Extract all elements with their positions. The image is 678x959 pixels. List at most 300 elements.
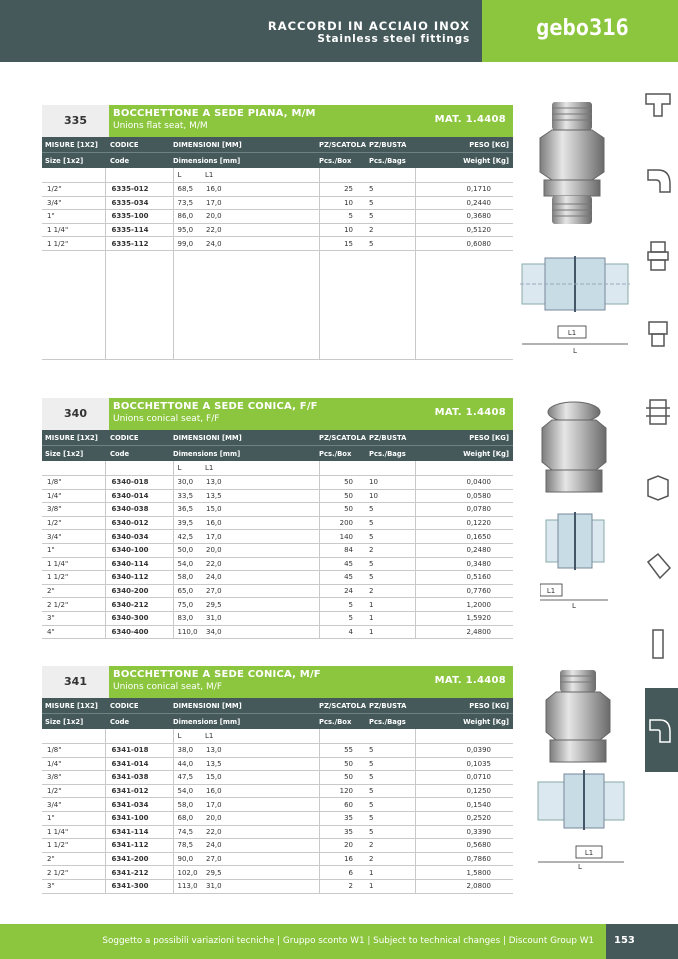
size-cell: 1" xyxy=(42,811,105,825)
weight-cell: 0,2520 xyxy=(415,811,513,825)
table-row xyxy=(42,571,513,585)
length-cell: 58,0 xyxy=(173,798,205,812)
pcs-box-cell: 5 xyxy=(319,611,363,625)
length-l1-cell: 20,0 xyxy=(205,811,319,825)
pcs-bag-cell: 5 xyxy=(363,771,415,785)
column-header: PZ/SCATOLA xyxy=(319,434,367,442)
column-header: Weight [Kg] xyxy=(463,157,509,165)
length-l1-cell: 31,0 xyxy=(205,611,319,625)
technical-drawing-335 xyxy=(520,256,630,356)
weight-cell: 0,5680 xyxy=(415,839,513,853)
table-row xyxy=(42,771,513,785)
product-table xyxy=(42,461,513,639)
column-header: Dimensions [mm] xyxy=(173,157,241,165)
table-row xyxy=(42,866,513,880)
table-subheader-row xyxy=(42,729,513,744)
pcs-bag-cell: 5 xyxy=(363,744,415,758)
pcs-bag-cell: 2 xyxy=(363,543,415,557)
material-label: MAT. 1.4408 xyxy=(434,407,506,418)
pcs-bag-cell: 5 xyxy=(363,196,415,210)
section-number: 340 xyxy=(42,398,109,430)
length-cell: 50,0 xyxy=(173,543,205,557)
code-cell: 6335-112 xyxy=(105,237,173,251)
column-header: CODICE xyxy=(110,434,139,442)
pcs-box-cell: 15 xyxy=(319,237,363,251)
product-section-341 xyxy=(42,666,513,894)
pcs-bag-cell: 2 xyxy=(363,839,415,853)
pcs-bag-cell: 5 xyxy=(363,237,415,251)
length-l1-cell: 22,0 xyxy=(205,557,319,571)
size-cell: 3/8" xyxy=(42,771,105,785)
pcs-box-cell: 45 xyxy=(319,557,363,571)
table-row xyxy=(42,811,513,825)
length-cell: 75,0 xyxy=(173,598,205,612)
column-header: Dimensions [mm] xyxy=(173,718,241,726)
size-cell: 2 1/2" xyxy=(42,866,105,880)
table-row xyxy=(42,879,513,893)
dimension-label-l1: L1 xyxy=(567,329,577,337)
length-cell: 68,5 xyxy=(173,183,205,197)
length-l1-cell: 31,0 xyxy=(205,879,319,893)
weight-cell: 0,7860 xyxy=(415,852,513,866)
sub-header-l: L xyxy=(173,461,205,476)
weight-cell: 0,2480 xyxy=(415,543,513,557)
column-header: DIMENSIONI [MM] xyxy=(173,141,242,149)
table-row xyxy=(42,757,513,771)
size-cell: 1 1/4" xyxy=(42,223,105,237)
coupling-fitting-icon[interactable] xyxy=(640,470,676,506)
length-cell: 38,0 xyxy=(173,744,205,758)
table-row xyxy=(42,852,513,866)
code-cell: 6341-212 xyxy=(105,866,173,880)
pcs-box-cell: 60 xyxy=(319,798,363,812)
table-header-row xyxy=(42,445,513,461)
weight-cell: 0,1650 xyxy=(415,530,513,544)
size-cell: 2 1/2" xyxy=(42,598,105,612)
size-cell: 2" xyxy=(42,584,105,598)
pcs-box-cell: 10 xyxy=(319,196,363,210)
length-cell: 36,5 xyxy=(173,503,205,517)
pcs-bag-cell: 5 xyxy=(363,784,415,798)
column-header: Pcs./Bags xyxy=(369,450,406,458)
size-cell: 1/4" xyxy=(42,757,105,771)
length-cell: 47,5 xyxy=(173,771,205,785)
dimension-label-l: L xyxy=(578,863,582,870)
length-l1-cell: 27,0 xyxy=(205,852,319,866)
size-cell: 3/4" xyxy=(42,196,105,210)
table-row xyxy=(42,744,513,758)
code-cell: 6341-112 xyxy=(105,839,173,853)
pcs-box-cell: 55 xyxy=(319,744,363,758)
header-title: RACCORDI IN ACCIAIO INOX xyxy=(267,19,470,33)
column-header: MISURE [1X2] xyxy=(45,434,98,442)
section-title: BOCCHETTONE A SEDE CONICA, F/F xyxy=(113,401,318,412)
code-cell: 6340-400 xyxy=(105,625,173,639)
pcs-box-cell: 140 xyxy=(319,530,363,544)
sub-header-l1: L1 xyxy=(205,729,319,744)
size-cell: 3" xyxy=(42,611,105,625)
pcs-box-cell: 10 xyxy=(319,223,363,237)
column-header: PZ/SCATOLA xyxy=(319,141,367,149)
length-l1-cell: 34,0 xyxy=(205,625,319,639)
pcs-box-cell: 35 xyxy=(319,825,363,839)
code-cell: 6341-100 xyxy=(105,811,173,825)
pcs-bag-cell: 5 xyxy=(363,811,415,825)
pcs-bag-cell: 5 xyxy=(363,757,415,771)
pcs-bag-cell: 2 xyxy=(363,852,415,866)
section-subtitle: Unions flat seat, M/M xyxy=(113,121,208,131)
table-row xyxy=(42,489,513,503)
length-l1-cell: 17,0 xyxy=(205,196,319,210)
length-cell: 54,0 xyxy=(173,557,205,571)
length-cell: 99,0 xyxy=(173,237,205,251)
code-cell: 6340-014 xyxy=(105,489,173,503)
pcs-bag-cell: 1 xyxy=(363,866,415,880)
column-header: Pcs./Box xyxy=(319,450,352,458)
weight-cell: 1,5920 xyxy=(415,611,513,625)
dimension-label-l1: L1 xyxy=(584,849,594,857)
pcs-bag-cell: 2 xyxy=(363,584,415,598)
pcs-bag-cell: 5 xyxy=(363,571,415,585)
size-cell: 1 1/2" xyxy=(42,571,105,585)
pcs-box-cell: 35 xyxy=(319,811,363,825)
nipple-fitting-icon[interactable] xyxy=(640,238,676,274)
weight-cell: 0,1220 xyxy=(415,516,513,530)
code-cell: 6340-300 xyxy=(105,611,173,625)
column-header: Code xyxy=(110,718,130,726)
column-header: Code xyxy=(110,157,130,165)
section-number: 335 xyxy=(42,105,109,137)
table-row xyxy=(42,839,513,853)
weight-cell: 0,7760 xyxy=(415,584,513,598)
column-header: Pcs./Box xyxy=(319,157,352,165)
size-cell: 1/8" xyxy=(42,476,105,490)
code-cell: 6341-012 xyxy=(105,784,173,798)
pcs-bag-cell: 10 xyxy=(363,476,415,490)
column-header: Weight [Kg] xyxy=(463,450,509,458)
table-header-row xyxy=(42,430,513,445)
column-header: PESO [KG] xyxy=(469,702,509,710)
pcs-box-cell: 25 xyxy=(319,183,363,197)
column-header: PESO [KG] xyxy=(469,434,509,442)
table-header-row xyxy=(42,713,513,729)
reducer-fitting-icon[interactable] xyxy=(640,316,676,352)
size-cell: 1 1/2" xyxy=(42,839,105,853)
length-cell: 113,0 xyxy=(173,879,205,893)
column-header: PESO [KG] xyxy=(469,141,509,149)
length-cell: 73,5 xyxy=(173,196,205,210)
table-row xyxy=(42,598,513,612)
code-cell: 6341-014 xyxy=(105,757,173,771)
section-title-bar xyxy=(109,105,513,137)
pcs-bag-cell: 5 xyxy=(363,183,415,197)
pcs-box-cell: 84 xyxy=(319,543,363,557)
length-cell: 30,0 xyxy=(173,476,205,490)
pcs-box-cell: 50 xyxy=(319,503,363,517)
length-l1-cell: 13,0 xyxy=(205,476,319,490)
table-header xyxy=(42,137,513,168)
length-cell: 86,0 xyxy=(173,210,205,224)
size-cell: 1/2" xyxy=(42,516,105,530)
code-cell: 6340-200 xyxy=(105,584,173,598)
size-cell: 1" xyxy=(42,210,105,224)
pcs-bag-cell: 5 xyxy=(363,210,415,224)
pcs-box-cell: 2 xyxy=(319,879,363,893)
product-photo-335 xyxy=(532,100,612,230)
table-row xyxy=(42,530,513,544)
pcs-bag-cell: 5 xyxy=(363,798,415,812)
size-cell: 3/8" xyxy=(42,503,105,517)
length-l1-cell: 24,0 xyxy=(205,571,319,585)
weight-cell: 0,0710 xyxy=(415,771,513,785)
weight-cell: 0,1250 xyxy=(415,784,513,798)
size-cell: 4" xyxy=(42,625,105,639)
column-header: Size [1x2] xyxy=(45,718,84,726)
code-cell: 6340-012 xyxy=(105,516,173,530)
weight-cell: 0,3680 xyxy=(415,210,513,224)
table-row xyxy=(42,611,513,625)
brand-logo: gebo316 xyxy=(536,16,629,41)
pcs-box-cell: 50 xyxy=(319,771,363,785)
length-cell: 90,0 xyxy=(173,852,205,866)
column-header: MISURE [1X2] xyxy=(45,141,98,149)
length-cell: 95,0 xyxy=(173,223,205,237)
length-l1-cell: 15,0 xyxy=(205,503,319,517)
size-cell: 2" xyxy=(42,852,105,866)
section-number: 341 xyxy=(42,666,109,698)
section-header xyxy=(42,666,513,698)
code-cell: 6341-018 xyxy=(105,744,173,758)
product-table xyxy=(42,168,513,360)
length-cell: 83,0 xyxy=(173,611,205,625)
table-row xyxy=(42,584,513,598)
pcs-box-cell: 20 xyxy=(319,839,363,853)
pcs-box-cell: 45 xyxy=(319,571,363,585)
section-title-bar xyxy=(109,398,513,430)
footer-note: Soggetto a possibili variazioni tecniche | Gruppo sconto W1 | Subject to technical changes | Discount Group W1 xyxy=(102,936,594,946)
table-row xyxy=(42,543,513,557)
length-cell: 65,0 xyxy=(173,584,205,598)
pcs-box-cell: 5 xyxy=(319,210,363,224)
length-l1-cell: 13,5 xyxy=(205,489,319,503)
column-header: Code xyxy=(110,450,130,458)
table-filler-row xyxy=(42,250,513,359)
code-cell: 6335-012 xyxy=(105,183,173,197)
section-title-bar xyxy=(109,666,513,698)
product-table xyxy=(42,729,513,894)
sub-header-l: L xyxy=(173,729,205,744)
table-row xyxy=(42,476,513,490)
weight-cell: 0,5120 xyxy=(415,223,513,237)
weight-cell: 0,1710 xyxy=(415,183,513,197)
material-label: MAT. 1.4408 xyxy=(434,675,506,686)
size-cell: 1 1/4" xyxy=(42,825,105,839)
page-number: 153 xyxy=(614,935,635,946)
pipe-fitting-icon[interactable] xyxy=(640,626,676,662)
pcs-box-cell: 4 xyxy=(319,625,363,639)
dimension-label-l1: L1 xyxy=(546,587,556,595)
code-cell: 6335-100 xyxy=(105,210,173,224)
table-row xyxy=(42,503,513,517)
table-row xyxy=(42,516,513,530)
table-row xyxy=(42,183,513,197)
size-cell: 1/4" xyxy=(42,489,105,503)
weight-cell: 0,0400 xyxy=(415,476,513,490)
size-cell: 1 1/2" xyxy=(42,237,105,251)
column-header: PZ/SCATOLA xyxy=(319,702,367,710)
size-cell: 1" xyxy=(42,543,105,557)
column-header: Weight [Kg] xyxy=(463,718,509,726)
table-row xyxy=(42,784,513,798)
pcs-bag-cell: 10 xyxy=(363,489,415,503)
weight-cell: 0,6080 xyxy=(415,237,513,251)
column-header: CODICE xyxy=(110,702,139,710)
column-header: PZ/BUSTA xyxy=(369,141,407,149)
code-cell: 6340-038 xyxy=(105,503,173,517)
technical-drawing-341 xyxy=(536,770,626,870)
length-cell: 54,0 xyxy=(173,784,205,798)
weight-cell: 0,1035 xyxy=(415,757,513,771)
column-header: PZ/BUSTA xyxy=(369,702,407,710)
length-l1-cell: 16,0 xyxy=(205,784,319,798)
weight-cell: 0,0390 xyxy=(415,744,513,758)
section-header xyxy=(42,105,513,137)
page-header xyxy=(0,0,678,62)
length-l1-cell: 22,0 xyxy=(205,223,319,237)
pcs-bag-cell: 1 xyxy=(363,611,415,625)
pcs-bag-cell: 5 xyxy=(363,503,415,517)
length-l1-cell: 20,0 xyxy=(205,543,319,557)
elbow-fitting-icon[interactable] xyxy=(640,162,676,198)
code-cell: 6335-034 xyxy=(105,196,173,210)
length-l1-cell: 24,0 xyxy=(205,237,319,251)
code-cell: 6340-212 xyxy=(105,598,173,612)
weight-cell: 1,5800 xyxy=(415,866,513,880)
product-section-335 xyxy=(42,105,513,360)
code-cell: 6341-038 xyxy=(105,771,173,785)
column-header: PZ/BUSTA xyxy=(369,434,407,442)
column-header: Dimensions [mm] xyxy=(173,450,241,458)
length-l1-cell: 27,0 xyxy=(205,584,319,598)
dimension-label-l: L xyxy=(572,602,576,610)
table-row xyxy=(42,223,513,237)
table-header xyxy=(42,430,513,461)
column-header: Size [1x2] xyxy=(45,450,84,458)
section-subtitle: Unions conical seat, F/F xyxy=(113,414,220,424)
weight-cell: 0,2440 xyxy=(415,196,513,210)
table-header-row xyxy=(42,152,513,168)
table-header-row xyxy=(42,698,513,713)
length-cell: 78,5 xyxy=(173,839,205,853)
pcs-bag-cell: 5 xyxy=(363,557,415,571)
pcs-bag-cell: 5 xyxy=(363,516,415,530)
table-row xyxy=(42,825,513,839)
table-row xyxy=(42,625,513,639)
length-l1-cell: 29,5 xyxy=(205,866,319,880)
pcs-box-cell: 120 xyxy=(319,784,363,798)
table-header-row xyxy=(42,137,513,152)
code-cell: 6340-034 xyxy=(105,530,173,544)
weight-cell: 0,0580 xyxy=(415,489,513,503)
length-cell: 44,0 xyxy=(173,757,205,771)
code-cell: 6340-112 xyxy=(105,571,173,585)
code-cell: 6340-018 xyxy=(105,476,173,490)
pcs-box-cell: 200 xyxy=(319,516,363,530)
sub-header-l1: L1 xyxy=(205,168,319,183)
tee-fitting-icon[interactable] xyxy=(640,84,676,120)
column-header: Size [1x2] xyxy=(45,157,84,165)
pcs-box-cell: 6 xyxy=(319,866,363,880)
pcs-box-cell: 24 xyxy=(319,584,363,598)
weight-cell: 0,3390 xyxy=(415,825,513,839)
length-cell: 58,0 xyxy=(173,571,205,585)
size-cell: 1 1/4" xyxy=(42,557,105,571)
length-l1-cell: 15,0 xyxy=(205,771,319,785)
product-section-340 xyxy=(42,398,513,639)
code-cell: 6341-114 xyxy=(105,825,173,839)
code-cell: 6341-200 xyxy=(105,852,173,866)
table-row xyxy=(42,237,513,251)
weight-cell: 0,1540 xyxy=(415,798,513,812)
product-photo-340 xyxy=(534,398,614,498)
code-cell: 6335-114 xyxy=(105,223,173,237)
pcs-box-cell: 16 xyxy=(319,852,363,866)
pcs-box-cell: 50 xyxy=(319,489,363,503)
page-footer xyxy=(0,924,678,959)
dimension-label-l: L xyxy=(573,347,577,355)
size-cell: 1/2" xyxy=(42,183,105,197)
pcs-box-cell: 5 xyxy=(319,598,363,612)
material-label: MAT. 1.4408 xyxy=(434,114,506,125)
column-header: CODICE xyxy=(110,141,139,149)
length-cell: 102,0 xyxy=(173,866,205,880)
length-l1-cell: 13,5 xyxy=(205,757,319,771)
code-cell: 6341-034 xyxy=(105,798,173,812)
table-subheader-row xyxy=(42,168,513,183)
length-l1-cell: 13,0 xyxy=(205,744,319,758)
union-fitting-icon[interactable] xyxy=(640,394,676,430)
section-subtitle: Unions conical seat, M/F xyxy=(113,682,223,692)
column-header: DIMENSIONI [MM] xyxy=(173,702,242,710)
size-cell: 3" xyxy=(42,879,105,893)
table-row xyxy=(42,557,513,571)
code-cell: 6341-300 xyxy=(105,879,173,893)
pcs-bag-cell: 2 xyxy=(363,223,415,237)
bend-fitting-icon[interactable] xyxy=(640,548,676,584)
length-cell: 33,5 xyxy=(173,489,205,503)
elbow-fitting-active-icon xyxy=(640,712,676,748)
column-header: Pcs./Bags xyxy=(369,718,406,726)
table-row xyxy=(42,798,513,812)
size-cell: 1/2" xyxy=(42,784,105,798)
section-title: BOCCHETTONE A SEDE PIANA, M/M xyxy=(113,108,316,119)
table-subheader-row xyxy=(42,461,513,476)
length-cell: 110,0 xyxy=(173,625,205,639)
size-cell: 3/4" xyxy=(42,798,105,812)
length-cell: 42,5 xyxy=(173,530,205,544)
length-l1-cell: 17,0 xyxy=(205,798,319,812)
product-photo-341 xyxy=(538,668,618,768)
table-header xyxy=(42,698,513,729)
pcs-bag-cell: 5 xyxy=(363,530,415,544)
length-l1-cell: 29,5 xyxy=(205,598,319,612)
code-cell: 6340-100 xyxy=(105,543,173,557)
pcs-box-cell: 50 xyxy=(319,476,363,490)
pcs-bag-cell: 1 xyxy=(363,879,415,893)
pcs-bag-cell: 1 xyxy=(363,598,415,612)
sub-header-l: L xyxy=(173,168,205,183)
weight-cell: 0,5160 xyxy=(415,571,513,585)
